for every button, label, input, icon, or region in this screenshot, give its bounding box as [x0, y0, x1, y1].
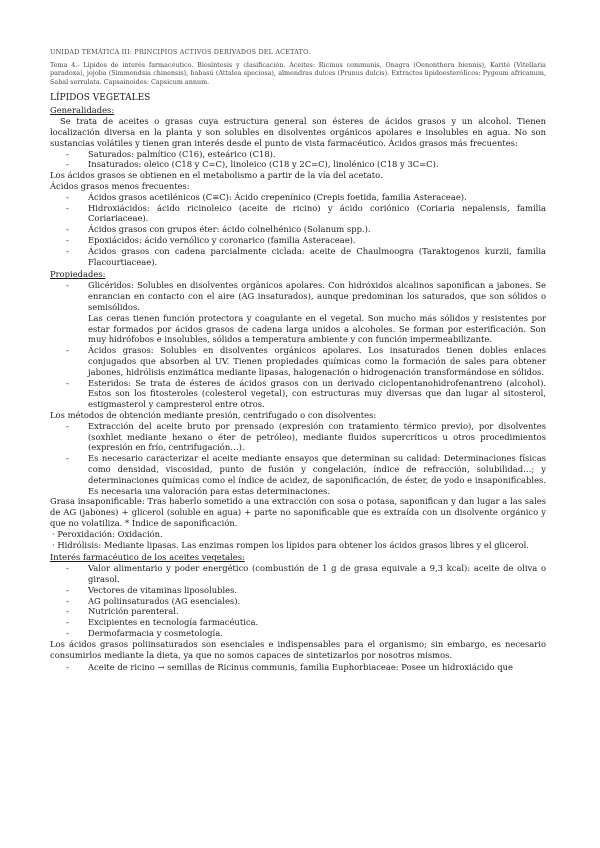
list-item: - Insaturados: oleico (C18 y C=C), linoleico (C18 y 2C=C), linolénico (C18 y 3C=C).: [50, 159, 546, 170]
list-item: - Saturados: palmítico (C16), esteárico (C18).: [50, 149, 546, 160]
paragraph: · Hidrólisis: Mediante lipasas. Las enzimas rompen los lípidos para obtener los ácidos grasos libres y el glicerol.: [52, 539, 529, 550]
list-item: - Vectores de vitaminas liposolubles.: [50, 585, 546, 596]
section-heading-propiedades: Propiedades:: [50, 269, 106, 280]
section-heading-generalidades: Generalidades:: [50, 105, 115, 116]
properties-list: [50, 280, 546, 410]
page-title: LÍPIDOS VEGETALES: [50, 93, 151, 104]
list-item: - Dermofarmacia y cosmetología.: [50, 628, 546, 639]
list-item: - Ácidos grasos: Solubles en disolventes orgánicos apolares. Los insaturados tienen dobles enlaces conjugados que absorben al UV. Tienen propiedades químicas como la formación de sales para obtener jabones, hidrólisis enzimática mediante lipasas, halogenación o hidrogenación transformándose en sólidos.: [50, 345, 546, 377]
list-item: - Valor alimentario y poder energético (combustión de 1 g de grasa equivale a 9,3 kcal): aceite de oliva o girasol.: [50, 563, 546, 585]
list-item: - Epoxiácidos: ácido vernólico y coronarico (familia Asteraceae).: [50, 235, 546, 246]
list-item: - Ácidos grasos con cadena parcialmente ciclada: aceite de Chaulmoogra (Taraktogenos kurzii, familia Flacourtiaceae).: [50, 246, 546, 268]
list-item: - Es necesario caracterizar el aceite mediante ensayos que determinan su calidad: Determinaciones físicas como densidad, viscosidad, punto de fusión y congelación, índice de refracción, solubilidad…; y determinaciones químicas como el índice de acidez, de saponificación, de éster, de yodo e insaponificables. Es necesaria una valoración para estas determinaciones.: [50, 453, 546, 496]
frequent-list: [50, 149, 546, 171]
interest-list: [50, 563, 546, 639]
methods-list: [50, 421, 546, 497]
less-frequent-list: [50, 192, 546, 268]
paragraph: Grasa insaponificable: Tras haberlo sometido a una extracción con sosa o potasa, saponifican y dan lugar a las sales de AG (jabones) + glicerol (soluble en agua) + parte no saponificable que es extraída con un disolvente orgánico y que no volatiliza. * Índice de saponificación.: [50, 496, 546, 528]
list-item: - Ácidos grasos acetilénicos (C≡C): Ácido crepenínico (Crepis foetida, familia Asteraceae).: [50, 192, 546, 203]
document-page: [50, 48, 546, 673]
list-item: - AG poliinsaturados (AG esenciales).: [50, 596, 546, 607]
list-item: - Aceite de ricino → semillas de Ricinus communis, familia Euphorbiaceae: Posee un hidroxiácido que: [50, 662, 546, 673]
section-heading-interes: Interés farmacéutico de los aceites vegetales:: [50, 552, 245, 563]
paragraph: Se trata de aceites o grasas cuya estructura general son ésteres de ácidos grasos y un alcohol. Tienen localización diversa en la planta y son solubles en disolventes orgánicos apolares e insolubles en agua. No son sustancias volátiles y tienen gran interés desde el punto de vista farmacéutico. Ácidos grasos más frecuentes:: [50, 116, 546, 148]
paragraph: Los ácidos grasos se obtienen en el metabolismo a partir de la vía del acetato.: [50, 170, 383, 181]
list-item: - Hidroxiácidos: ácido ricinoleico (aceite de ricino) y ácido coriónico (Coriaria nepalensis, familia Coriariaceae).: [50, 203, 546, 225]
topic-header: Tema 4.- Lípidos de interés farmacéutico. Biosíntesis y clasificación. Aceites: Ricinus communis, Onagra (Oenonthera biennis), Karité (Vitellaria paradoxa), jojoba (Simmondsia chinensis), babasú (Attalea speciosa), almendras dulces (Prunus dulcis). Extractos lipidoesteróIicos: Pygeum africanum, Sabal serrulata. Capsainoides: Capsicum annum.: [50, 61, 546, 86]
list-item: - Esteridos: Se trata de ésteres de ácidos grasos con un derivado ciclopentanohidrofenantreno (alcohol). Estos son los fitosteroles (colesterol vegetal), con estructuras muy diversas que dan lugar al sitosterol, estigmasterol y campresterol entre otros.: [50, 378, 546, 410]
list-item: - Excipientes en tecnología farmacéutica.: [50, 617, 546, 628]
ricino-list: [50, 662, 546, 673]
list-item: - Glicéridos: Solubles en disolventes orgánicos apolares. Con hidróxidos alcalinos saponifican a jabones. Se enrancian en contacto con el aire (AG insaturados), aunque predominan los saturados, que son sólidos o semisólidos.: [50, 280, 546, 312]
list-item: - Ácidos grasos con grupos éter: ácido colnelhénico (Solanum spp.).: [50, 224, 546, 235]
list-item: - Nutrición parenteral.: [50, 606, 546, 617]
paragraph: · Peroxidación: Oxidación.: [52, 528, 163, 539]
paragraph: Ácidos grasos menos frecuentes:: [50, 181, 190, 191]
unit-header: UNIDAD TEMÁTICA III: PRINCIPIOS ACTIVOS DERIVADOS DEL ACETATO.: [50, 48, 311, 56]
list-item: Las ceras tienen función protectora y coagulante en el vegetal. Son mucho más sólidos y resistentes por estar formados por ácidos grasos de cadena larga unidos a alcoholes. Se forman por esterificación. Son muy hidrófobos e insolubles, sólidos a temperatura ambiente y con función impermeabilizante.: [88, 312, 546, 345]
paragraph: Los métodos de obtención mediante presión, centrifugado o con disolventes:: [50, 409, 377, 420]
list-item: - Extracción del aceite bruto por prensado (expresión con tratamiento térmico previo), por disolventes (soxhlet mediante hexano o éter de petróleo), mediante fluidos supercríticos u otros procedimientos (expresión en frío, centrifugación…).: [50, 421, 546, 453]
paragraph: Los ácidos grasos poliinsaturados son esenciales e indispensables para el organismo; sin embargo, es necesario consumirlos mediante la dieta, ya que no somos capaces de sintetizarlos por nosotros mismos.: [50, 638, 546, 660]
